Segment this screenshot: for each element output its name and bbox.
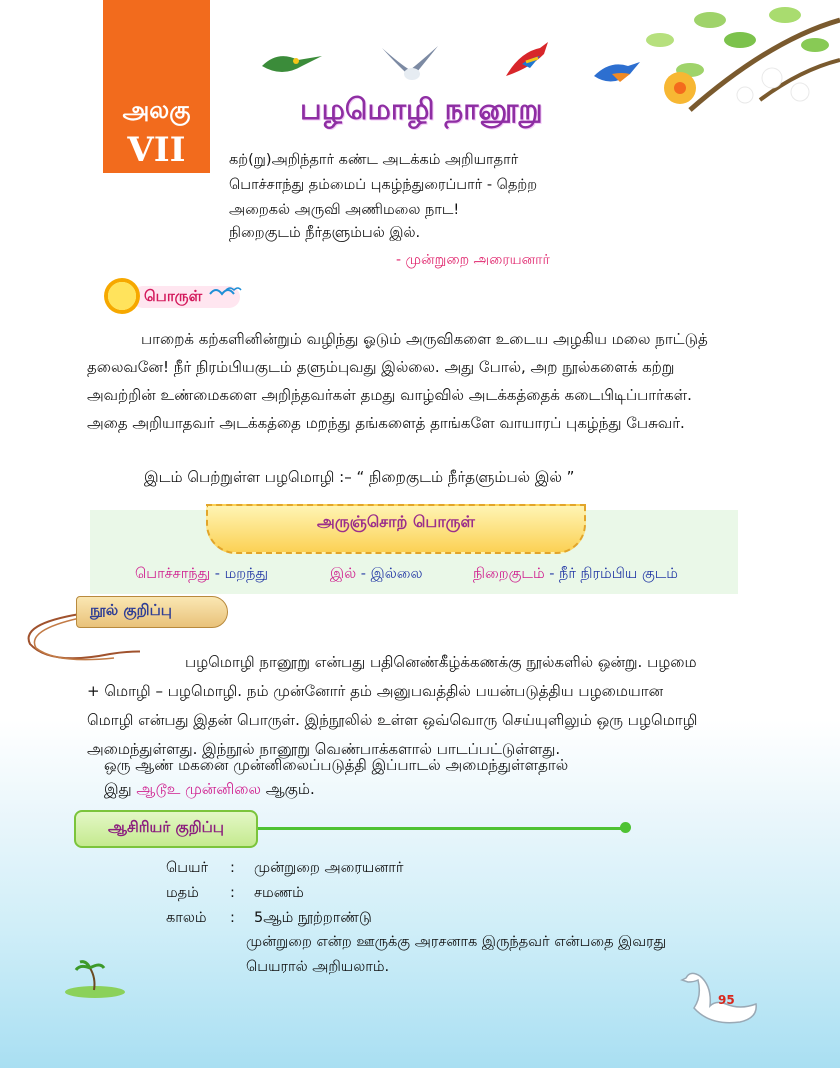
page-number: 95: [718, 993, 735, 1007]
author-value: 5ஆம் நூற்றாண்டு: [254, 910, 372, 926]
poem-line: நிறைகுடம் நீர்தளும்பல் இல்.: [229, 225, 421, 241]
meaning-label: பொருள்: [144, 287, 203, 305]
author-note-title: ஆசிரியர் குறிப்பு: [108, 818, 224, 836]
poem-line: பொச்சாந்து தம்மைப் புகழ்ந்துரைப்பார் - தெற்ற: [229, 177, 538, 193]
kingfisher-icon: [592, 56, 642, 92]
word-meaning: - மறந்து: [210, 566, 269, 582]
author-value: முன்றுறை அரையனார்: [254, 860, 404, 876]
meaning-line: அதை அறியாதவர் அடக்கத்தை மறந்து தங்களைத் தாங்களே வாயாரப் புகழ்ந்து பேசுவர்.: [87, 414, 685, 432]
sun-icon: [104, 278, 140, 314]
book-note-extra: [104, 780, 315, 800]
poem-line: கற்(று)அறிந்தார் கண்ட அடக்கம் அறியாதார்: [229, 152, 519, 168]
poem-author: - முன்றுறை அரையனார்: [396, 252, 550, 268]
word-meaning: - நீர் நிரம்பிய குடம்: [544, 566, 678, 582]
book-note-label: நூல் குறிப்பு: [90, 601, 172, 619]
author-sep: :: [230, 860, 235, 876]
author-sep: :: [230, 885, 235, 901]
word: பொச்சாந்து: [135, 566, 211, 582]
meaning-line: தலைவனே! நீர் நிரம்பியகுடம் தளும்புவது இல்லை. அது போல், அற நூல்களைக் கற்று: [87, 358, 675, 376]
parrot-icon: [500, 38, 552, 82]
word-meaning-item: [473, 566, 678, 584]
book-note-line: மொழி என்பது இதன் பொருள். இந்நூலில் உள்ள ஒவ்வொரு செய்யுளிலும் ஒரு பழமொழி: [87, 711, 698, 729]
birds-icon: [208, 284, 242, 302]
bird-icon: [258, 44, 324, 82]
author-key: பெயர்: [166, 860, 209, 876]
book-note-extra: ஒரு ஆண் மகனை முன்னிலைப்படுத்தி இப்பாடல் அமைந்துள்ளதால்: [104, 756, 569, 774]
book-note-line: அமைந்துள்ளது. இந்நூல் நானூறு வெண்பாக்களால் பாடப்பட்டுள்ளது.: [87, 740, 561, 758]
word: இல்: [330, 566, 357, 582]
author-desc: பெயரால் அறியலாம்.: [246, 959, 390, 975]
unit-tab: [103, 0, 210, 173]
author-desc: முன்றுறை என்ற ஊருக்கு அரசனாக இருந்தவர் என்பதை இவரது: [246, 934, 667, 950]
author-sep: :: [230, 910, 235, 926]
seagull-icon: [380, 44, 440, 90]
author-key: காலம்: [166, 910, 207, 926]
word-meaning: - இல்லை: [356, 566, 423, 582]
divider-dot: [620, 822, 631, 833]
meaning-line: பாறைக் கற்களினின்றும் வழிந்து ஓடும் அருவிகளை உடைய அழகிய மலை நாட்டுத்: [141, 330, 708, 348]
page-title: பழமொழி நானூறு: [300, 92, 543, 126]
divider-line: [258, 827, 626, 830]
unit-number: VII: [127, 130, 186, 170]
word: நிறைகுடம்: [473, 566, 545, 582]
author-key: மதம்: [166, 885, 199, 901]
author-value: சமணம்: [254, 885, 304, 901]
meaning-line: அவற்றின் உண்மைகளை அறிந்தவர்கள் தமது வாழ்வில் அடக்கத்தைக் கடைபிடிப்பார்கள்.: [87, 386, 692, 404]
island-icon: [60, 960, 130, 1000]
extra-pre: இது: [104, 780, 137, 798]
word-meaning-title: அருஞ்சொற் பொருள்: [317, 512, 475, 531]
book-note-line: + மொழி – பழமொழி. நம் முன்னோர் தம் அனுபவத்தில் பயன்படுத்திய பழமையான: [87, 682, 664, 700]
word-meaning-item: [135, 566, 268, 584]
unit-word: அலகு: [122, 96, 191, 124]
proverb-line: இடம் பெற்றுள்ள பழமொழி :– “ நிறைகுடம் நீர்தளும்பல் இல் ”: [144, 468, 575, 486]
word-meaning-item: [330, 566, 423, 584]
book-note-line: பழமொழி நானூறு என்பது பதினெண்கீழ்க்கணக்கு நூல்களில் ஒன்று. பழமை: [185, 653, 697, 671]
extra-highlight: ஆடூஉ முன்னிலை: [136, 780, 261, 798]
poem-line: அறைகல் அருவி அணிமலை நாட!: [229, 202, 460, 218]
extra-post: ஆகும்.: [260, 780, 315, 798]
